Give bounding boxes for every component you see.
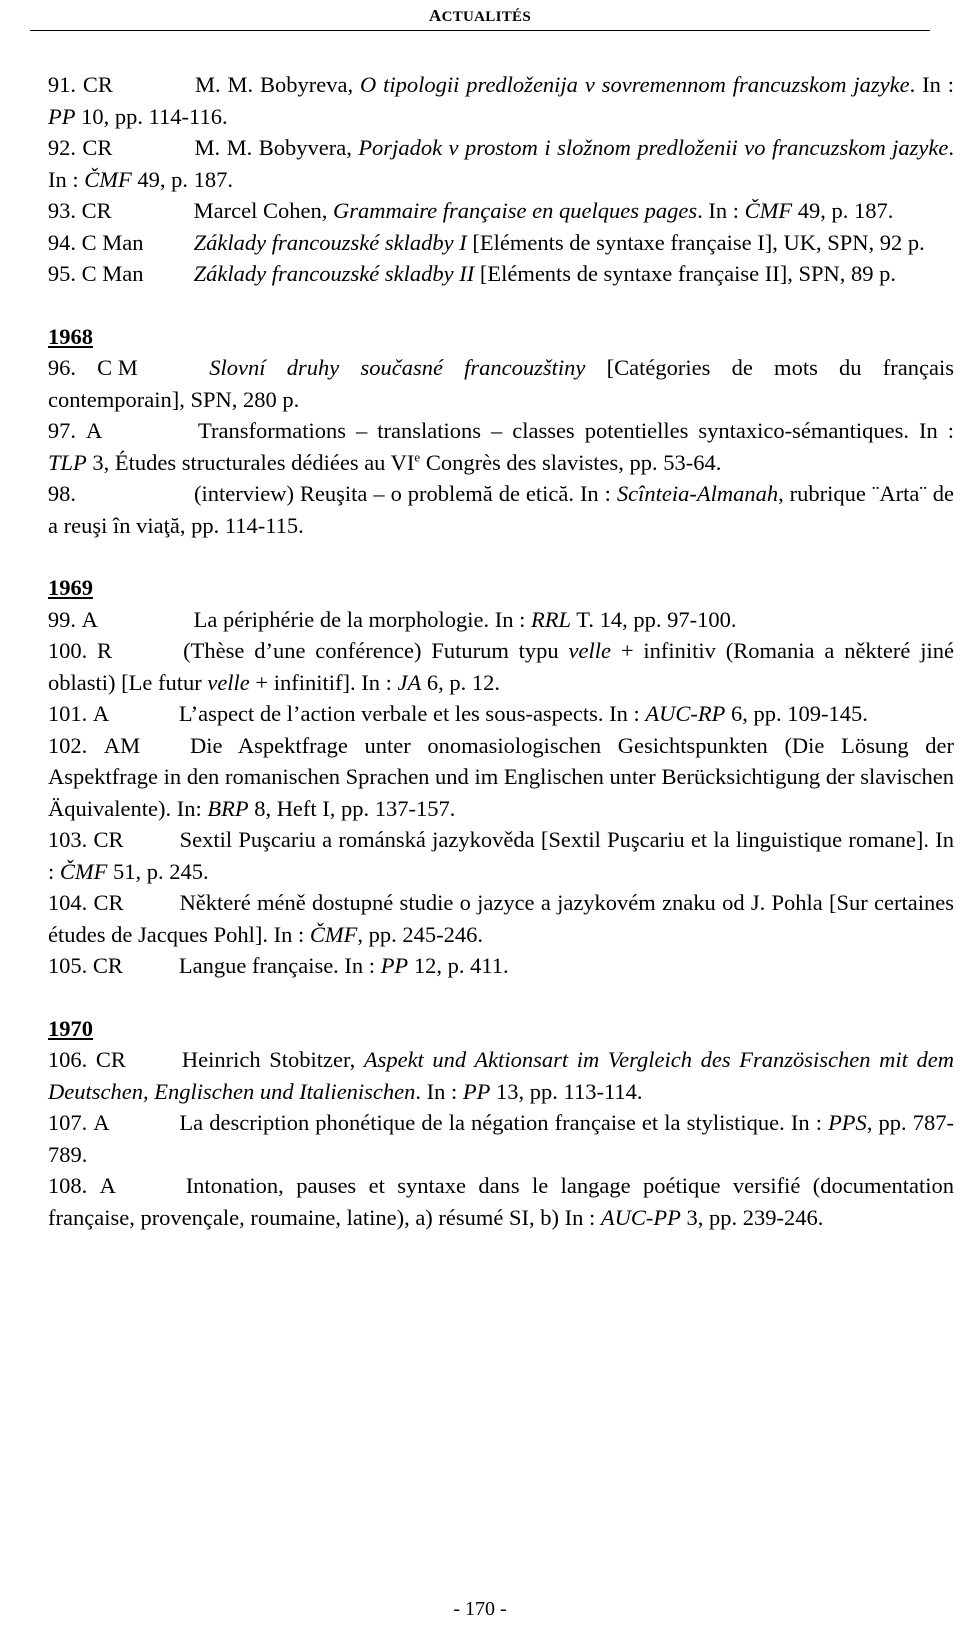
- italic-title: O tipologii predloženija v sovremennom francuzskom jazyke: [359, 72, 910, 97]
- italic-title: Základy francouzské skladby II: [193, 261, 475, 286]
- italic-title: RRL: [531, 606, 572, 632]
- bibliography-entry: [48, 195, 954, 227]
- italic-title: TLP: [48, 449, 87, 475]
- year-heading: 1968: [48, 323, 93, 349]
- italic-title: AUC-RP: [645, 701, 726, 726]
- entry-text: , pp. 787-789.: [48, 1110, 955, 1167]
- entry-number: 101.: [47, 701, 93, 726]
- entry-number: 91.: [47, 72, 83, 97]
- entry-text: Die Aspektfrage unter onomasiologischen Gesichtspunkten (Die Lösung der Aspektfrage in den romanischen Sprachen und im Englischen unter Berücksichtigung der slavischen Äquivalente). In:: [48, 732, 954, 821]
- entry-number: 102.: [47, 732, 104, 758]
- bibliography-list: [48, 69, 954, 1233]
- entry-type-code: A: [99, 1173, 116, 1198]
- entry-text: La description phonétique de la négation française et la stylistique. In :: [179, 1110, 829, 1135]
- running-head-rest: CTUALITÉS: [441, 9, 531, 25]
- entry-text: 6, p. 12.: [421, 669, 500, 695]
- entry-type-code: A: [81, 606, 98, 632]
- entry-type-code: A: [93, 1110, 110, 1135]
- bibliography-entry: [48, 1044, 954, 1107]
- entry-text: [Eléments de syntaxe française I], UK, SPN, 92 p.: [466, 229, 925, 255]
- italic-title: Základy francouzské skladby I: [193, 229, 467, 255]
- italic-title: PPS: [828, 1110, 867, 1135]
- italic-title: PP: [48, 103, 76, 129]
- entry-number: 97.: [47, 418, 87, 443]
- entry-text: Intonation, pauses et syntaxe dans le langage poétique versifié (documentation française, provençale, roumaine, latine), a) résumé SI, b) In :: [48, 1173, 954, 1230]
- bibliography-entry: [48, 1170, 954, 1233]
- italic-title: ČMF: [84, 166, 132, 192]
- entry-text: Některé méně dostupné studie o jazyce a jazykovém znaku od J. Pohla [Sur certaines études de Jacques Pohl]. In :: [48, 890, 954, 947]
- bibliography-entry: [48, 478, 954, 541]
- bibliography-entry: [48, 132, 954, 195]
- year-heading: 1970: [48, 1015, 93, 1041]
- entry-type-code: CR: [93, 890, 124, 915]
- entry-number: 96.: [47, 355, 98, 380]
- bibliography-entry: [48, 824, 954, 887]
- entry-type-code: AM: [103, 732, 141, 758]
- bibliography-entry: [48, 698, 954, 730]
- entry-type-code: A: [85, 418, 103, 443]
- entry-text: (interview) Reuşita – o problemă de etică. In :: [194, 481, 617, 506]
- italic-title: PP: [380, 953, 409, 978]
- italic-title: JA: [397, 669, 422, 695]
- bibliography-entry: [48, 69, 954, 132]
- entry-text: 8, Heft I, pp. 137-157.: [248, 795, 456, 821]
- bibliography-entry: [48, 227, 954, 259]
- entry-text: + infinitiv (Romania a některé jiné oblasti) [Le futur: [48, 638, 954, 695]
- entry-text: , pp. 245-246.: [357, 921, 483, 947]
- entry-type-code: CR: [95, 1047, 126, 1072]
- entry-text: Marcel Cohen,: [193, 198, 333, 223]
- entry-text: Sextil Puşcariu a románská jazykověda [Sextil Puşcariu et la linguistique romane]. In :: [48, 827, 955, 884]
- entry-text: La périphérie de la morphologie. In :: [193, 606, 532, 632]
- italic-title: Slovní druhy současné francouzštiny: [209, 355, 586, 380]
- entry-text: 49, p. 187.: [792, 198, 894, 223]
- italic-title: ČMF: [59, 858, 108, 884]
- entry-number: 100.: [47, 638, 98, 663]
- entry-number: 107.: [47, 1110, 94, 1135]
- entry-type-code: C M: [97, 355, 138, 380]
- entry-number: 104.: [47, 890, 94, 915]
- italic-title: velle: [207, 669, 250, 695]
- entry-text: (Thèse d’une conférence) Futurum typu: [183, 638, 569, 663]
- entry-text: Congrès des slavistes, pp. 53-64.: [420, 449, 722, 475]
- entry-number: 95.: [47, 261, 82, 286]
- entry-text: . In :: [697, 198, 745, 223]
- italic-title: PP: [462, 1078, 491, 1104]
- entry-number: 92.: [47, 135, 83, 160]
- italic-title: Porjadok v prostom i složnom predloženii vo francuzskom jazyke: [358, 135, 949, 160]
- bibliography-entry: [48, 352, 954, 415]
- entry-number: 94.: [47, 229, 82, 255]
- entry-text: . In :: [909, 72, 954, 97]
- entry-type-code: C Man: [81, 229, 144, 255]
- entry-text: 49, p. 187.: [131, 166, 233, 192]
- entry-text: [Catégories de mots du français contemporain], SPN, 280 p.: [48, 355, 954, 412]
- entry-text: + infinitif]. In :: [249, 669, 398, 695]
- entry-type-code: A: [92, 701, 110, 726]
- entry-number: 93.: [47, 198, 82, 223]
- entry-type-code: CR: [82, 72, 113, 97]
- entry-type-code: R: [97, 638, 113, 663]
- entry-text: 13, pp. 113-114.: [490, 1078, 643, 1104]
- entry-number: 108.: [47, 1173, 100, 1198]
- entry-number: 99.: [47, 606, 82, 632]
- entry-text: Heinrich Stobitzer,: [181, 1047, 364, 1072]
- italic-title: Aspekt und Aktionsart im Vergleich des Französischen mit dem Deutschen, Englischen und Italienischen: [48, 1047, 954, 1104]
- entry-type-code: CR: [92, 953, 123, 978]
- entry-type-code: CR: [82, 135, 113, 160]
- entry-number: 98.: [47, 481, 82, 506]
- italic-title: ČMF: [309, 921, 358, 947]
- entry-number: 103.: [47, 827, 94, 852]
- entry-text: , rubrique ¨Arta¨ de a reuşi în viaţă, pp. 114-115.: [48, 481, 955, 538]
- bibliography-entry: [48, 730, 954, 825]
- italic-title: ČMF: [744, 198, 793, 223]
- header-rule: [30, 30, 930, 31]
- italic-title: AUC-PP: [600, 1204, 681, 1230]
- entry-text: Transformations – translations – classes potentielles syntaxico-sémantiques. In :: [198, 418, 954, 443]
- entry-type-code: C Man: [81, 261, 144, 286]
- entry-type-code: CR: [93, 827, 124, 852]
- entry-text: 3, Études structurales dédiées au VI: [86, 449, 415, 475]
- entry-text: 12, p. 411.: [408, 953, 509, 978]
- bibliography-entry: [48, 950, 954, 982]
- entry-text: T. 14, pp. 97-100.: [571, 606, 737, 632]
- italic-title: Scînteia-Almanah: [616, 481, 779, 506]
- bibliography-entry: [48, 415, 954, 478]
- bibliography-entry: [48, 635, 954, 698]
- bibliography-entry: [48, 258, 954, 290]
- entry-text: 6, pp. 109-145.: [725, 701, 868, 726]
- entry-text: L’aspect de l’action verbale et les sous-aspects. In :: [178, 701, 646, 726]
- entry-text: Langue française. In :: [178, 953, 381, 978]
- bibliography-entry: [48, 1107, 954, 1170]
- bibliography-entry: [48, 604, 954, 636]
- bibliography-entry: [48, 887, 954, 950]
- entry-text: 10, pp. 114-116.: [75, 103, 228, 129]
- entry-number: 106.: [47, 1047, 96, 1072]
- entry-text: M. M. Bobyvera,: [194, 135, 359, 160]
- year-heading: 1969: [48, 575, 93, 600]
- running-head-initial: A: [429, 6, 442, 25]
- entry-text: 3, pp. 239-246.: [680, 1204, 824, 1230]
- superscript: e: [414, 449, 421, 464]
- entry-type-code: CR: [81, 198, 112, 223]
- italic-title: velle: [568, 638, 612, 663]
- entry-text: . In :: [48, 135, 955, 192]
- entry-text: M. M. Bobyreva,: [194, 72, 360, 97]
- italic-title: Grammaire française en quelques pages: [333, 198, 698, 223]
- running-head: [0, 6, 960, 26]
- entry-text: 51, p. 245.: [107, 858, 209, 884]
- italic-title: BRP: [207, 795, 249, 821]
- entry-number: 105.: [47, 953, 93, 978]
- entry-text: . In :: [415, 1078, 463, 1104]
- entry-text: [Eléments de syntaxe française II], SPN, 89 p.: [474, 261, 896, 286]
- page-number: - 170 -: [453, 1598, 507, 1620]
